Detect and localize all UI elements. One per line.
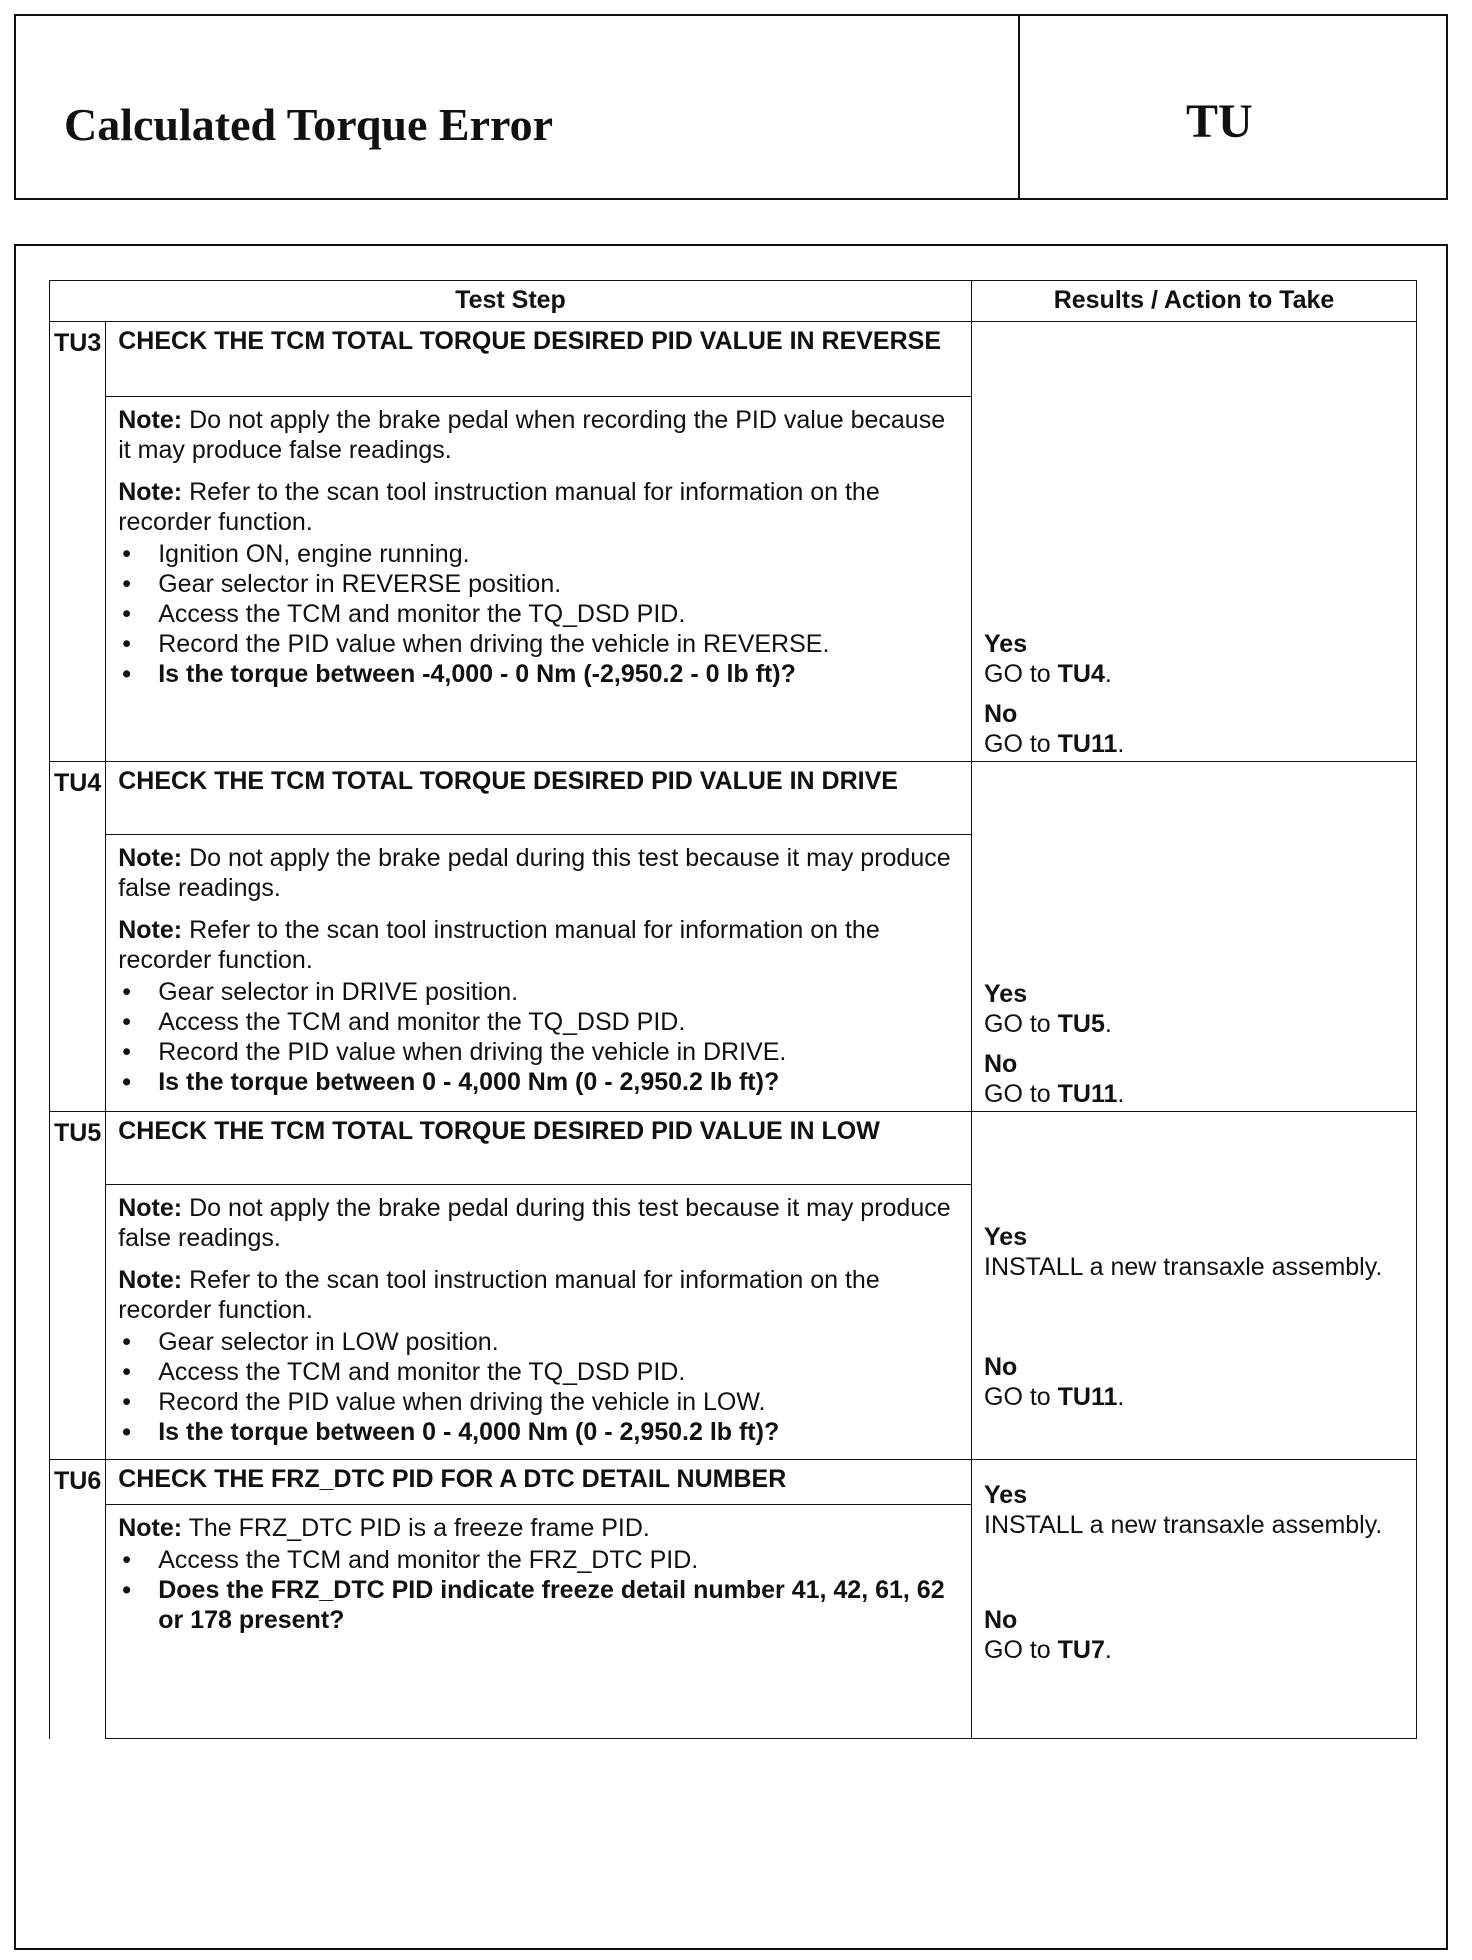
test-step-table xyxy=(49,280,1417,1739)
step-title-row xyxy=(50,322,1417,397)
step-id: TU4 xyxy=(50,762,106,835)
result-no[interactable]: No GO to TU11. xyxy=(984,700,1125,758)
col-results: Results / Action to Take xyxy=(972,281,1417,322)
bullet-item: • Record the PID value when driving the vehicle in LOW. xyxy=(118,1387,959,1417)
result-no[interactable]: No GO to TU11. xyxy=(984,1353,1125,1411)
bullet-item: • Record the PID value when driving the vehicle in REVERSE. xyxy=(118,629,959,659)
result-yes[interactable]: Yes INSTALL a new transaxle assembly. xyxy=(984,1223,1383,1281)
step-results xyxy=(972,1112,1417,1460)
bullet-item: • Gear selector in LOW position. xyxy=(118,1327,959,1357)
bullet-item: • Gear selector in REVERSE position. xyxy=(118,569,959,599)
bullet-item: • Record the PID value when driving the vehicle in DRIVE. xyxy=(118,1037,959,1067)
step-title: CHECK THE TCM TOTAL TORQUE DESIRED PID VALUE IN LOW xyxy=(106,1112,972,1185)
step-results xyxy=(972,322,1417,762)
result-yes[interactable]: Yes INSTALL a new transaxle assembly. xyxy=(984,1481,1383,1539)
step-title-row xyxy=(50,1112,1417,1185)
step-title: CHECK THE TCM TOTAL TORQUE DESIRED PID VALUE IN DRIVE xyxy=(106,762,972,835)
step-title-row xyxy=(50,762,1417,835)
note: Note: The FRZ_DTC PID is a freeze frame PID. xyxy=(118,1514,650,1542)
result-no[interactable]: No GO to TU11. xyxy=(984,1050,1125,1108)
result-no[interactable]: No GO to TU7. xyxy=(984,1606,1112,1664)
bullet-item: • Ignition ON, engine running. xyxy=(118,539,959,569)
bullet-item: • Access the TCM and monitor the TQ_DSD PID. xyxy=(118,599,959,629)
result-yes[interactable]: Yes GO to TU4. xyxy=(984,630,1112,688)
step-body xyxy=(106,835,972,1112)
step-body xyxy=(106,1185,972,1460)
result-yes[interactable]: Yes GO to TU5. xyxy=(984,980,1112,1038)
bullet-item: • Gear selector in DRIVE position. xyxy=(118,977,959,1007)
content-box xyxy=(14,244,1448,1950)
note: Note: Do not apply the brake pedal when recording the PID value because it may produce false readings. xyxy=(118,406,946,464)
step-body xyxy=(106,1505,972,1739)
section-code: TU xyxy=(1186,95,1253,148)
step-id: TU6 xyxy=(50,1460,106,1505)
bullet-item: • Access the TCM and monitor the FRZ_DTC PID. xyxy=(118,1545,959,1575)
step-results xyxy=(972,1460,1417,1739)
step-body xyxy=(106,397,972,762)
bullet-item: • Access the TCM and monitor the TQ_DSD PID. xyxy=(118,1007,959,1037)
title-box xyxy=(14,14,1448,200)
note: Note: Refer to the scan tool instruction manual for information on the recorder function. xyxy=(118,916,880,974)
step-question: • Is the torque between -4,000 - 0 Nm (-2,950.2 - 0 lb ft)? xyxy=(118,659,959,689)
step-question: • Is the torque between 0 - 4,000 Nm (0 - 2,950.2 lb ft)? xyxy=(118,1067,959,1097)
page-title: Calculated Torque Error xyxy=(64,99,553,150)
note: Note: Do not apply the brake pedal during this test because it may produce false readings. xyxy=(118,1194,951,1252)
step-title: CHECK THE TCM TOTAL TORQUE DESIRED PID VALUE IN REVERSE xyxy=(106,322,972,397)
step-id: TU3 xyxy=(50,322,106,397)
step-title-row xyxy=(50,1460,1417,1505)
bullet-item: • Access the TCM and monitor the TQ_DSD PID. xyxy=(118,1357,959,1387)
note: Note: Do not apply the brake pedal during this test because it may produce false readings. xyxy=(118,844,951,902)
divider xyxy=(1018,16,1020,198)
step-results xyxy=(972,762,1417,1112)
step-question: • Is the torque between 0 - 4,000 Nm (0 - 2,950.2 lb ft)? xyxy=(118,1417,959,1447)
step-title: CHECK THE FRZ_DTC PID FOR A DTC DETAIL NUMBER xyxy=(106,1460,972,1505)
col-test-step: Test Step xyxy=(50,281,972,322)
step-question: • Does the FRZ_DTC PID indicate freeze detail number 41, 42, 61, 62 or 178 present? xyxy=(118,1575,959,1635)
note: Note: Refer to the scan tool instruction manual for information on the recorder function. xyxy=(118,478,880,536)
step-id: TU5 xyxy=(50,1112,106,1185)
note: Note: Refer to the scan tool instruction manual for information on the recorder function. xyxy=(118,1266,880,1324)
